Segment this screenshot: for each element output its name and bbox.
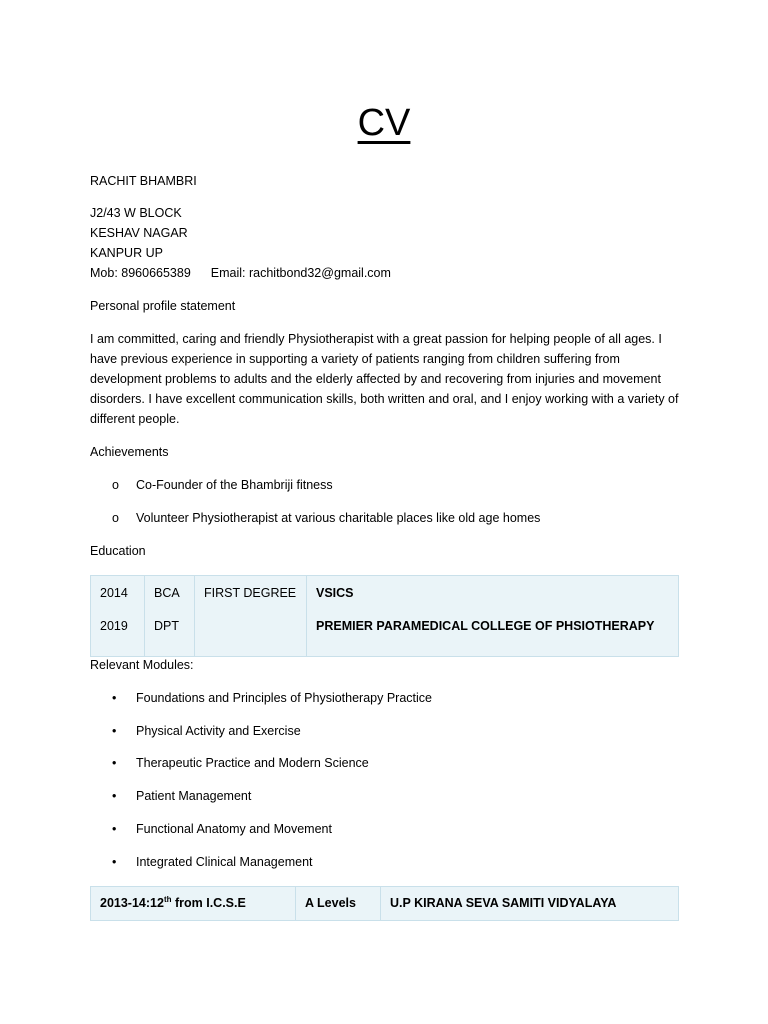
module-text: Integrated Clinical Management bbox=[136, 855, 313, 869]
bullet-marker: o bbox=[112, 478, 119, 492]
achievement-text: Co-Founder of the Bhambriji fitness bbox=[136, 478, 333, 492]
module-text: Therapeutic Practice and Modern Science bbox=[136, 756, 369, 770]
institution: PREMIER PARAMEDICAL COLLEGE OF PHSIOTHERAPY bbox=[316, 619, 655, 633]
bullet-marker: • bbox=[112, 855, 117, 869]
course: DPT bbox=[154, 619, 179, 633]
applicant-name: RACHIT BHAMBRI bbox=[90, 174, 197, 188]
institution-cell bbox=[307, 576, 679, 657]
education-heading: Education bbox=[90, 544, 146, 558]
document-title: CV bbox=[357, 102, 411, 144]
profile-heading: Personal profile statement bbox=[90, 299, 236, 313]
period-text: 2013-14:12 bbox=[100, 896, 164, 910]
school-cell: U.P KIRANA SEVA SAMITI VIDYALAYA bbox=[381, 887, 679, 921]
table-row bbox=[91, 576, 679, 657]
level-cell: A Levels bbox=[296, 887, 381, 921]
profile-statement: I am committed, caring and friendly Physiotherapist with a great passion for helping people of all ages. I have previous experience in supporting a variety of patients ranging from children suffering from development problems to adults and the elderly affected by and recovering from injuries and movement disorders. I have excellent communication skills, both written and oral, and I enjoy working with a variety of different people. bbox=[90, 332, 679, 426]
period-superscript: th bbox=[163, 894, 172, 904]
address-line: KANPUR UP bbox=[90, 246, 163, 260]
year: 2019 bbox=[100, 619, 128, 633]
module-text: Patient Management bbox=[136, 789, 252, 803]
achievements-heading: Achievements bbox=[90, 445, 169, 459]
table-row bbox=[91, 887, 679, 921]
course: BCA bbox=[154, 586, 180, 600]
bullet-marker: • bbox=[112, 789, 117, 803]
period-cell bbox=[91, 887, 296, 921]
bullet-marker: • bbox=[112, 756, 117, 770]
mobile-number: Mob: 8960665389 bbox=[90, 266, 191, 280]
bullet-marker: • bbox=[112, 822, 117, 836]
address-line: J2/43 W BLOCK bbox=[90, 206, 182, 220]
achievement-text: Volunteer Physiotherapist at various charitable places like old age homes bbox=[136, 511, 541, 525]
address-block bbox=[90, 203, 391, 283]
bullet-marker: o bbox=[112, 511, 119, 525]
bullet-marker: • bbox=[112, 691, 117, 705]
module-text: Physical Activity and Exercise bbox=[136, 724, 301, 738]
module-text: Foundations and Principles of Physiotherapy Practice bbox=[136, 691, 432, 705]
school-table bbox=[90, 886, 679, 921]
education-table bbox=[90, 575, 679, 657]
year-cell bbox=[91, 576, 145, 657]
email-address: Email: rachitbond32@gmail.com bbox=[210, 266, 391, 280]
modules-heading: Relevant Modules: bbox=[90, 658, 194, 672]
institution: VSICS bbox=[316, 586, 354, 600]
course-cell bbox=[145, 576, 195, 657]
period-board: from I.C.S.E bbox=[171, 896, 246, 910]
degree: FIRST DEGREE bbox=[204, 586, 297, 600]
address-line: KESHAV NAGAR bbox=[90, 226, 188, 240]
contact-line bbox=[90, 263, 391, 283]
year: 2014 bbox=[100, 586, 128, 600]
degree-cell bbox=[195, 576, 307, 657]
bullet-marker: • bbox=[112, 724, 117, 738]
module-text: Functional Anatomy and Movement bbox=[136, 822, 332, 836]
